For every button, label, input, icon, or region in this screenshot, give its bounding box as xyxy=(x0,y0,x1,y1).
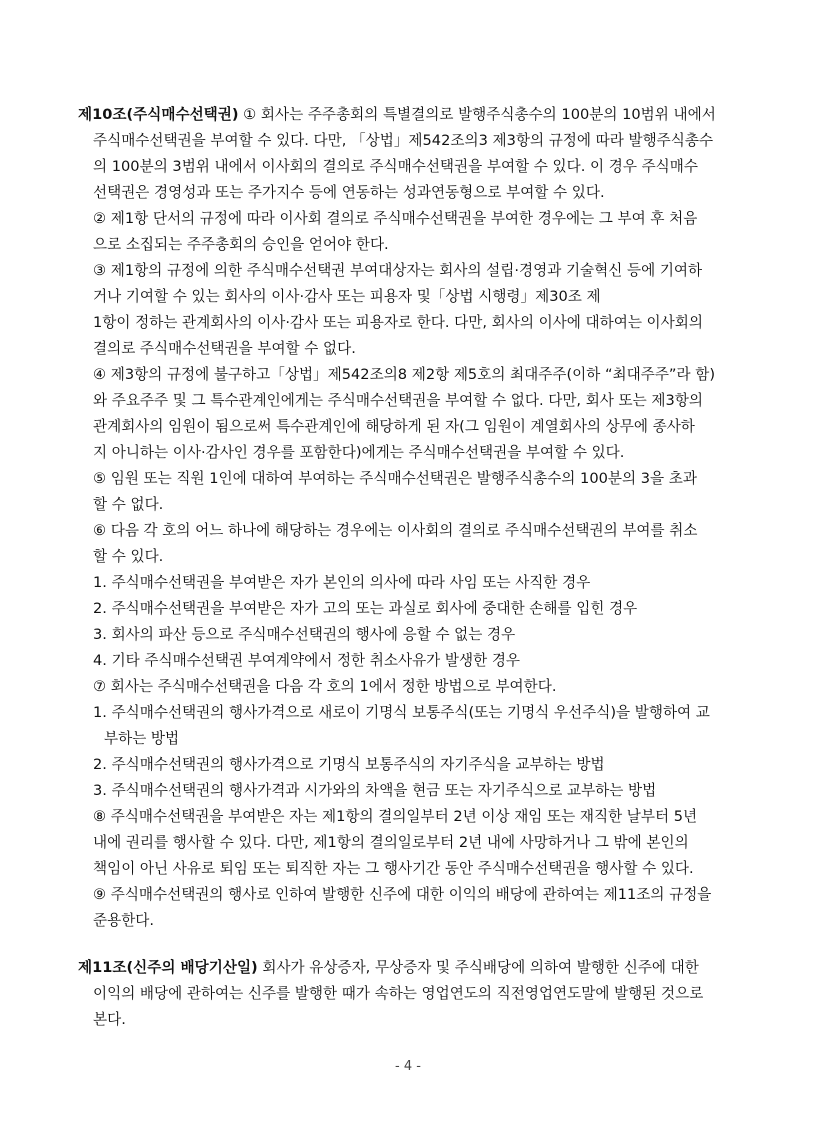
article-10-line: 부하는 방법 xyxy=(104,730,180,747)
article-11-line: 본다. xyxy=(93,1011,126,1028)
article-10-line: 3. 주식매수선택권의 행사가격과 시가와의 차액을 현금 또는 자기주식으로 교부하는 방법 xyxy=(93,782,657,799)
page-number: - 4 - xyxy=(395,1059,421,1074)
article-10-line: 할 수 있다. xyxy=(93,548,164,565)
article-10-text: ① 회사는 주주총회의 특별결의로 발행주식총수의 100분의 10범위 내에서 xyxy=(243,106,716,123)
article-11-text: 회사가 유상증자, 무상증자 및 주식배당에 의하여 발행한 신주에 대한 xyxy=(262,959,699,976)
article-10-line: 1항이 정하는 관계회사의 이사·감사 또는 피용자로 한다. 다만, 회사의 이사에 대하여는 이사회의 xyxy=(93,314,703,331)
article-10-line: 책임이 아닌 사유로 퇴임 또는 퇴직한 자는 그 행사기간 동안 주식매수선택권을 행사할 수 있다. xyxy=(93,860,694,877)
article-10-line: ③ 제1항의 규정에 의한 주식매수선택권 부여대상자는 회사의 설립·경영과 기술혁신 등에 기여하 xyxy=(93,262,703,279)
article-10-line: 거나 기여할 수 있는 회사의 이사·감사 또는 피용자 및「상법 시행령」제30조 제 xyxy=(93,288,601,305)
article-10-line: 의 100분의 3범위 내에서 이사회의 결의로 주식매수선택권을 부여할 수 있다. 이 경우 주식매수 xyxy=(93,158,698,175)
article-10-line: 선택권은 경영성과 또는 주가지수 등에 연동하는 성과연동형으로 부여할 수 있다. xyxy=(93,184,605,201)
article-10-line: ⑨ 주식매수선택권의 행사로 인하여 발행한 신주에 대한 이익의 배당에 관하여는 제11조의 규정을 xyxy=(93,886,712,903)
article-11-line-1 xyxy=(78,958,699,978)
article-10-line: ⑤ 임원 또는 직원 1인에 대하여 부여하는 주식매수선택권은 발행주식총수의 100분의 3을 초과 xyxy=(93,470,697,487)
article-10-title: 제10조(주식매수선택권) xyxy=(78,106,239,123)
article-10-line: 내에 권리를 행사할 수 있다. 다만, 제1항의 결의일로부터 2년 내에 사망하거나 그 밖에 본인의 xyxy=(93,834,689,851)
article-10-line: 1. 주식매수선택권의 행사가격으로 새로이 기명식 보통주식(또는 기명식 우선주식)을 발행하여 교 xyxy=(93,704,710,721)
article-10-line: 2. 주식매수선택권을 부여받은 자가 고의 또는 과실로 회사에 중대한 손해를 입힌 경우 xyxy=(93,600,638,617)
article-10-line: 결의로 주식매수선택권을 부여할 수 없다. xyxy=(93,340,356,357)
article-11-title: 제11조(신주의 배당기산일) xyxy=(78,959,258,976)
article-10-line: ④ 제3항의 규정에 불구하고「상법」제542조의8 제2항 제5호의 최대주주(이하 “최대주주”라 함) xyxy=(93,366,716,383)
article-10-line: 1. 주식매수선택권을 부여받은 자가 본인의 의사에 따라 사임 또는 사직한 경우 xyxy=(93,574,591,591)
article-10-line: 관계회사의 임원이 됨으로써 특수관계인에 해당하게 된 자(그 임원이 계열회사의 상무에 종사하 xyxy=(93,418,695,435)
article-10-line: 준용한다. xyxy=(93,912,155,929)
article-10-line-1 xyxy=(78,105,716,125)
article-10-line: 와 주요주주 및 그 특수관계인에게는 주식매수선택권을 부여할 수 없다. 다만, 회사 또는 제3항의 xyxy=(93,392,703,409)
article-10-line: ② 제1항 단서의 규정에 따라 이사회 결의로 주식매수선택권을 부여한 경우에는 그 부여 후 처음 xyxy=(93,210,698,227)
article-10-line: 3. 회사의 파산 등으로 주식매수선택권의 행사에 응할 수 없는 경우 xyxy=(93,626,516,643)
article-10-line: 으로 소집되는 주주총회의 승인을 얻어야 한다. xyxy=(93,236,389,253)
article-10-line: 2. 주식매수선택권의 행사가격으로 기명식 보통주식의 자기주식을 교부하는 방법 xyxy=(93,756,605,773)
article-10-line: 지 아니하는 이사·감사인 경우를 포함한다)에게는 주식매수선택권을 부여할 수 있다. xyxy=(93,444,625,461)
article-10-line: 주식매수선택권을 부여할 수 있다. 다만, 「상법」제542조의3 제3항의 규정에 따라 발행주식총수 xyxy=(93,132,714,149)
article-10-line: 4. 기타 주식매수선택권 부여계약에서 정한 취소사유가 발생한 경우 xyxy=(93,652,521,669)
article-10-line: ⑧ 주식매수선택권을 부여받은 자는 제1항의 결의일부터 2년 이상 재임 또는 재직한 날부터 5년 xyxy=(93,808,698,825)
article-10-line: 할 수 없다. xyxy=(93,496,164,513)
article-11-line: 이익의 배당에 관하여는 신주를 발행한 때가 속하는 영업연도의 직전영업연도말에 발행된 것으로 xyxy=(93,985,704,1002)
article-10-line: ⑥ 다음 각 호의 어느 하나에 해당하는 경우에는 이사회의 결의로 주식매수선택권의 부여를 취소 xyxy=(93,522,698,539)
article-10-line: ⑦ 회사는 주식매수선택권을 다음 각 호의 1에서 정한 방법으로 부여한다. xyxy=(93,678,557,695)
